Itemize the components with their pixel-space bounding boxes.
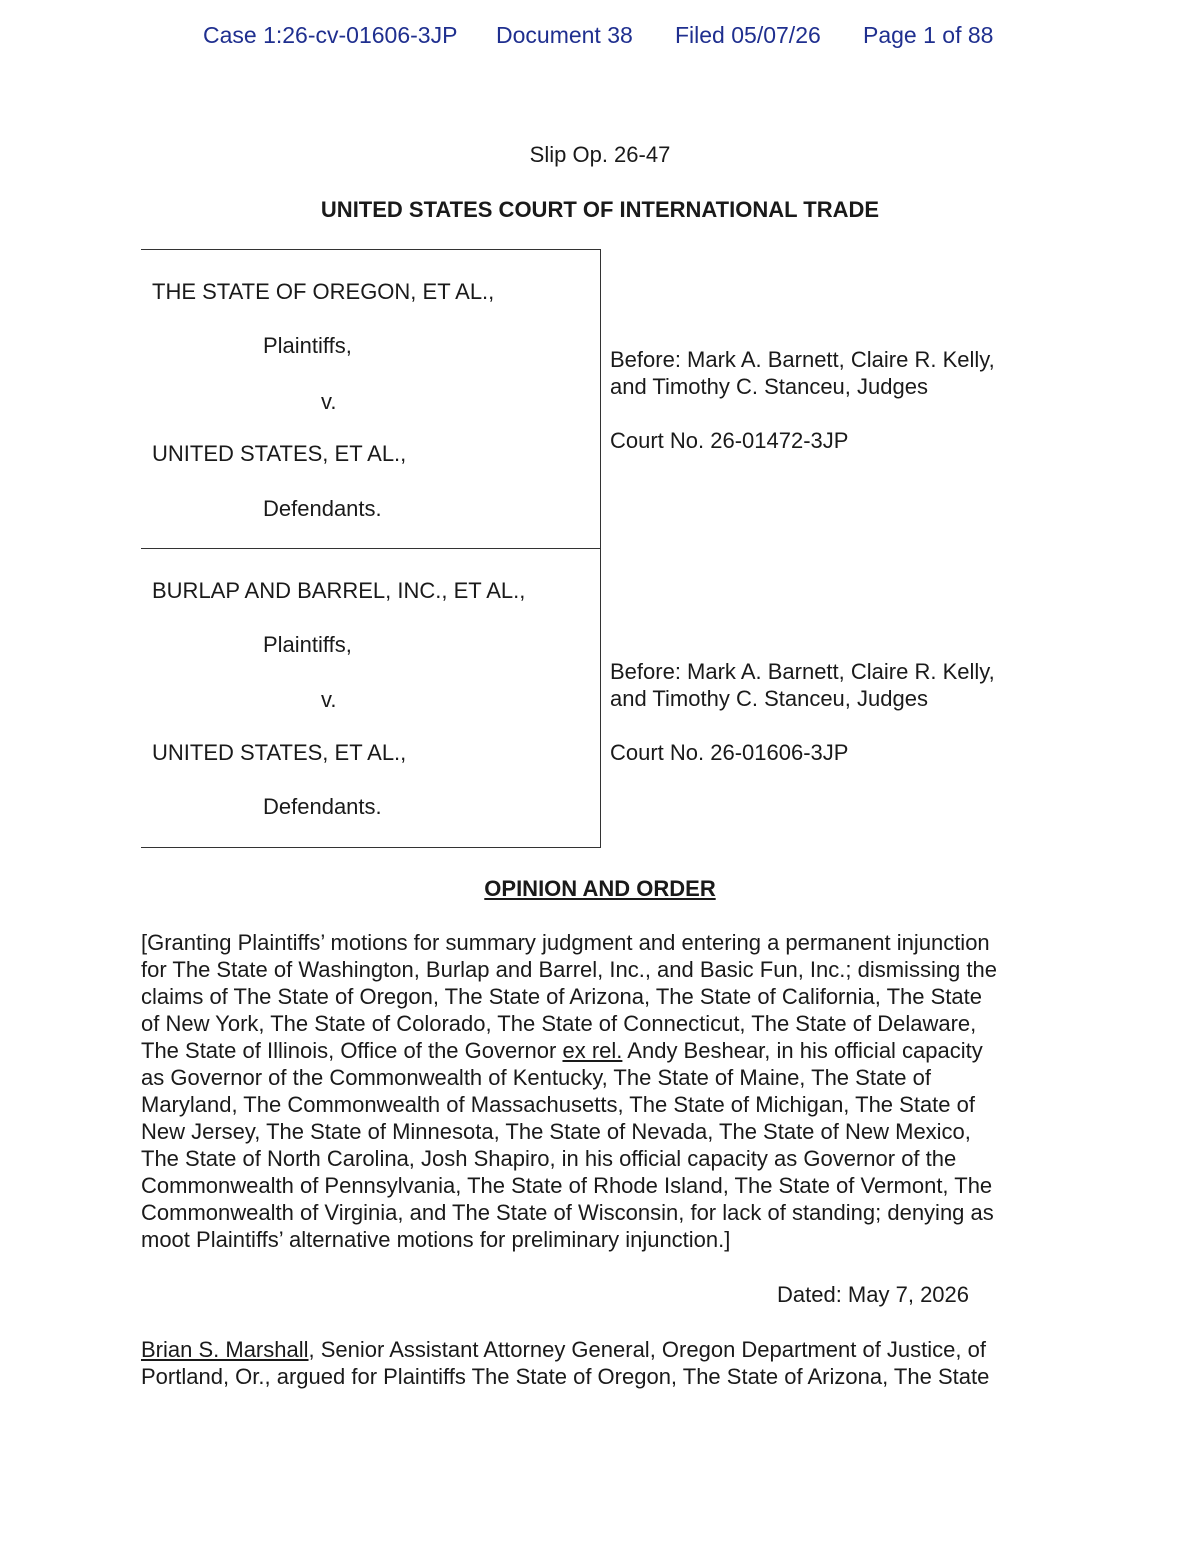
judges-line-1: Before: Mark A. Barnett, Claire R. Kelly, bbox=[610, 347, 995, 372]
versus-label: v. bbox=[321, 687, 337, 712]
summary-line: for The State of Washington, Burlap and Barrel, Inc., and Basic Fun, Inc.; dismissing the bbox=[141, 957, 997, 982]
court-name: UNITED STATES COURT OF INTERNATIONAL TRADE bbox=[320, 197, 880, 222]
summary-line: moot Plaintiffs’ alternative motions for preliminary injunction.] bbox=[141, 1227, 731, 1252]
summary-line: claims of The State of Oregon, The State of Arizona, The State of California, The State bbox=[141, 984, 982, 1009]
plaintiffs-label: Plaintiffs, bbox=[263, 333, 352, 358]
plaintiffs-label: Plaintiffs, bbox=[263, 632, 352, 657]
summary-line: New Jersey, The State of Minnesota, The State of Nevada, The State of New Mexico, bbox=[141, 1119, 971, 1144]
summary-line: Commonwealth of Virginia, and The State of Wisconsin, for lack of standing; denying as bbox=[141, 1200, 994, 1225]
summary-line: as Governor of the Commonwealth of Kentucky, The State of Maine, The State of bbox=[141, 1065, 931, 1090]
ex-rel: ex rel. bbox=[562, 1038, 623, 1063]
court-number: Court No. 26-01472-3JP bbox=[610, 428, 849, 453]
summary-line: Maryland, The Commonwealth of Massachusetts, The State of Michigan, The State of bbox=[141, 1092, 975, 1117]
defendants-label: Defendants. bbox=[263, 496, 382, 521]
court-number: Court No. 26-01606-3JP bbox=[610, 740, 849, 765]
counsel-paragraph bbox=[141, 1336, 1071, 1390]
counsel-line: Portland, Or., argued for Plaintiffs The State of Oregon, The State of Arizona, The State bbox=[141, 1364, 990, 1389]
document-number: Document 38 bbox=[496, 22, 633, 48]
page-number: Page 1 of 88 bbox=[863, 22, 994, 48]
dated-line: Dated: May 7, 2026 bbox=[777, 1282, 970, 1307]
plaintiff-name: BURLAP AND BARREL, INC., ET AL., bbox=[152, 578, 526, 603]
caption-bottom-rule bbox=[141, 847, 601, 848]
counsel-line: Brian S. Marshall, Senior Assistant Attorney General, Oregon Department of Justice, of bbox=[141, 1337, 986, 1362]
attorney-name: Brian S. Marshall bbox=[141, 1337, 309, 1362]
summary-paragraph bbox=[141, 929, 1071, 1253]
summary-line: Commonwealth of Pennsylvania, The State of Rhode Island, The State of Vermont, The bbox=[141, 1173, 993, 1198]
summary-line: [Granting Plaintiffs’ motions for summary judgment and entering a permanent injunction bbox=[141, 930, 990, 955]
caption-middle-rule bbox=[141, 548, 601, 549]
summary-line: The State of Illinois, Office of the Governor ex rel. Andy Beshear, in his official capacity bbox=[141, 1038, 983, 1063]
defendants-label: Defendants. bbox=[263, 794, 382, 819]
judges-line-2: and Timothy C. Stanceu, Judges bbox=[610, 374, 928, 399]
caption-top-rule bbox=[141, 249, 601, 250]
filing-header bbox=[0, 22, 1200, 50]
filed-date: Filed 05/07/26 bbox=[675, 22, 821, 48]
defendant-name: UNITED STATES, ET AL., bbox=[152, 740, 407, 765]
opinion-title: OPINION AND ORDER bbox=[484, 876, 716, 901]
slip-op: Slip Op. 26-47 bbox=[529, 142, 671, 167]
case-number: Case 1:26-cv-01606-3JP bbox=[203, 22, 458, 48]
plaintiff-name: THE STATE OF OREGON, ET AL., bbox=[152, 279, 495, 304]
summary-line: The State of North Carolina, Josh Shapiro, in his official capacity as Governor of the bbox=[141, 1146, 957, 1171]
defendant-name: UNITED STATES, ET AL., bbox=[152, 441, 407, 466]
judges-line-1: Before: Mark A. Barnett, Claire R. Kelly, bbox=[610, 659, 995, 684]
judges-line-2: and Timothy C. Stanceu, Judges bbox=[610, 686, 928, 711]
versus-label: v. bbox=[321, 389, 337, 414]
summary-line: of New York, The State of Colorado, The State of Connecticut, The State of Delaware, bbox=[141, 1011, 977, 1036]
